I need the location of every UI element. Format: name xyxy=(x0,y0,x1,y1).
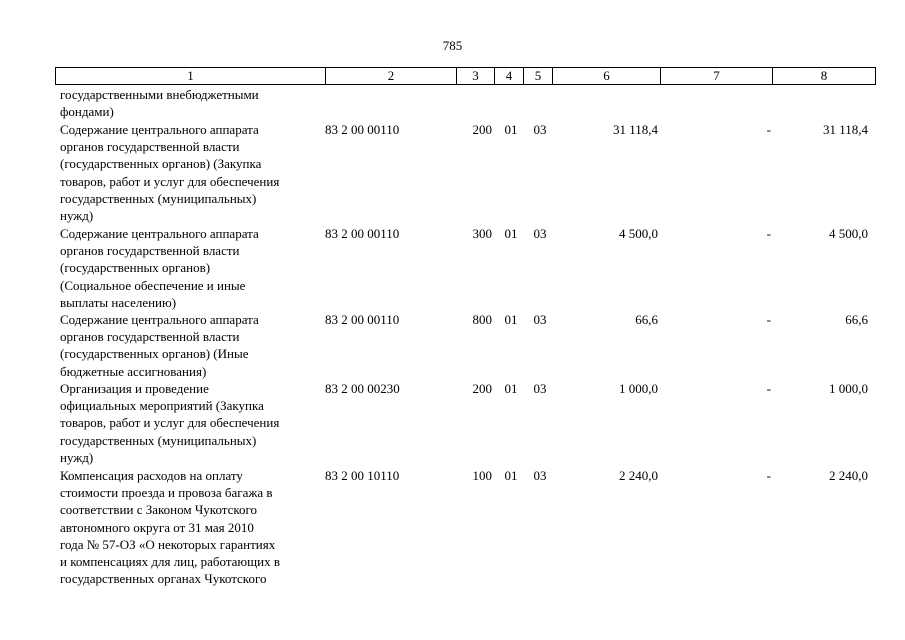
row-subsection: 03 xyxy=(533,226,547,241)
row-expense-type: 100 xyxy=(472,468,492,483)
row-description: Содержание центрального аппарата органов государственной власти (государственных органов) (Социальное обеспечение и иные выплаты населению) xyxy=(60,226,259,310)
table-row xyxy=(55,86,875,121)
row-description: государственными внебюджетными фондами) xyxy=(60,87,259,120)
row-regional: 31 118,4 xyxy=(822,122,868,137)
column-header-3: 3 xyxy=(457,68,495,85)
row-section: 01 xyxy=(504,226,518,241)
table-row xyxy=(55,225,875,311)
row-regional: 66,6 xyxy=(845,312,868,327)
table-row xyxy=(55,467,875,589)
row-total: 31 118,4 xyxy=(612,122,658,137)
row-expense-type: 300 xyxy=(472,226,492,241)
column-header-1: 1 xyxy=(56,68,326,85)
row-subsection: 03 xyxy=(533,468,547,483)
row-code: 83 2 00 00110 xyxy=(325,122,400,137)
table-body xyxy=(55,86,875,589)
row-regional: 4 500,0 xyxy=(829,226,868,241)
row-section: 01 xyxy=(504,122,518,137)
row-expense-type: 200 xyxy=(472,122,492,137)
row-total: 4 500,0 xyxy=(619,226,658,241)
row-description: Компенсация расходов на оплату стоимости проезда и провоза багажа в соответствии с Законом Чукотского автономного округа от 31 мая 2010 года № 57-ОЗ «О некоторых гарантиях и компенсациях для лиц, работающих в государственных органах Чукотского xyxy=(60,468,280,587)
row-code: 83 2 00 00110 xyxy=(325,312,400,327)
row-expense-type: 800 xyxy=(472,312,492,327)
column-header-5: 5 xyxy=(524,68,553,85)
row-regional: 1 000,0 xyxy=(829,381,868,396)
row-code: 83 2 00 00110 xyxy=(325,226,400,241)
row-description: Организация и проведение официальных мероприятий (Закупка товаров, работ и услуг для обеспечения государственных (муниципальных) нужд) xyxy=(60,381,280,465)
row-description: Содержание центрального аппарата органов государственной власти (государственных органов) (Иные бюджетные ассигнования) xyxy=(60,312,259,379)
row-section: 01 xyxy=(504,468,518,483)
row-expense-type: 200 xyxy=(472,381,492,396)
row-federal: - xyxy=(766,226,771,241)
row-section: 01 xyxy=(504,381,518,396)
row-subsection: 03 xyxy=(533,381,547,396)
row-federal: - xyxy=(766,381,771,396)
table-row xyxy=(55,380,875,467)
table-row xyxy=(55,121,875,225)
page-number: 785 xyxy=(442,38,463,53)
row-code: 83 2 00 10110 xyxy=(325,468,400,483)
row-total: 1 000,0 xyxy=(619,381,658,396)
row-federal: - xyxy=(766,468,771,483)
row-subsection: 03 xyxy=(533,122,547,137)
row-federal: - xyxy=(766,122,771,137)
row-federal: - xyxy=(766,312,771,327)
table-row xyxy=(55,311,875,380)
table-header xyxy=(55,67,876,85)
column-header-4: 4 xyxy=(495,68,524,85)
row-description: Содержание центрального аппарата органов государственной власти (государственных органов) (Закупка товаров, работ и услуг для обеспечения государственных (муниципальных) нужд) xyxy=(60,122,280,224)
column-header-6: 6 xyxy=(553,68,661,85)
column-header-2: 2 xyxy=(326,68,457,85)
row-total: 2 240,0 xyxy=(619,468,658,483)
row-section: 01 xyxy=(504,312,518,327)
column-header-7: 7 xyxy=(661,68,773,85)
column-header-8: 8 xyxy=(773,68,876,85)
row-code: 83 2 00 00230 xyxy=(325,381,400,396)
row-subsection: 03 xyxy=(533,312,547,327)
row-regional: 2 240,0 xyxy=(829,468,868,483)
row-total: 66,6 xyxy=(635,312,658,327)
